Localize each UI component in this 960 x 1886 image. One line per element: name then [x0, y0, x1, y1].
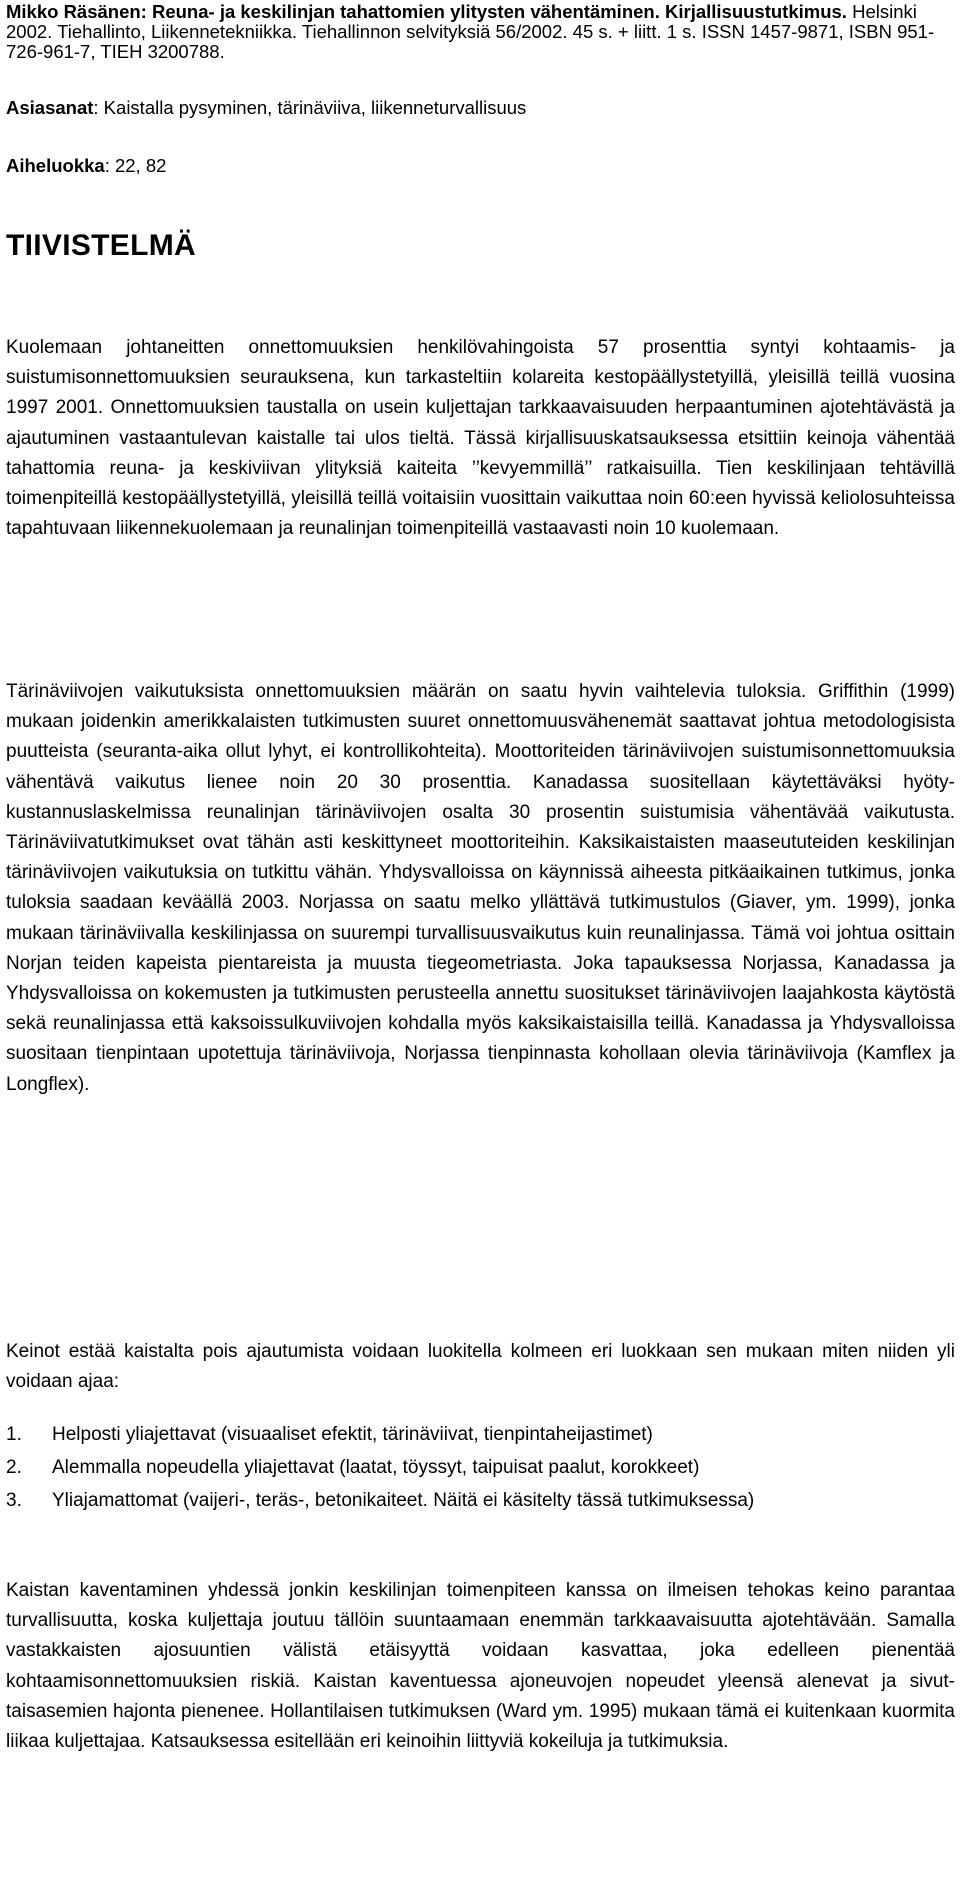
list-item-text: Helposti yliajettavat (visuaaliset efektit, tärinäviivat, tienpintaheijastimet)	[52, 1424, 653, 1445]
list-item	[6, 1486, 955, 1516]
keywords-value: : Kaistalla pysyminen, tärinäviiva, liikenneturvallisuus	[93, 97, 527, 118]
citation-details: Helsinki 2002. Tiehallinto, Liikennetekniikka. Tiehallinnon selvityksiä 56/2002. 45 s. + liitt. 1 s. ISSN 1457-9871, ISBN 951-726-961-7, TIEH 3200788.	[6, 1, 935, 62]
list-item-text: Yliajamattomat (vaijeri-, teräs-, betonikaiteet. Näitä ei käsitelty tässä tutkimuksessa)	[52, 1490, 755, 1512]
list-item-number: 1.	[6, 1424, 22, 1445]
citation	[6, 2, 955, 62]
keywords-line	[6, 97, 955, 119]
list-item-text: Alemmalla nopeudella yliajettavat (laatat, töyssyt, taipuisat paalut, korokkeet)	[52, 1457, 700, 1479]
citation-author-title: Mikko Räsänen: Reuna- ja keskilinjan tahattomien ylitysten vähentäminen. Kirjallisuustutkimus.	[6, 1, 847, 22]
category-value: : 22, 82	[104, 155, 167, 176]
paragraph-2: Tärinäviivojen vaikutuksista onnettomuuksien määrän on saatu hyvin vaihtelevia tuloksia. Griffithin (1999) mukaan joidenkin amerikkalaisten tutkimusten suuret onnettomuusvähenemät saattavat johtua metodologisista puutteista (seuranta-aika ollut lyhyt, ei kontrollikohteita). Moottoriteiden tärinäviivojen suistumisonnettomuuksia vähentävä vaikutus lienee noin 20 30 prosenttia. Kanadassa suositellaan käytettäväksi hyöty-kustannuslaskelmissa reunalinjan tärinäviivojen osalta 30 prosentin suistumisia vähentävää vaikutusta. Tärinäviivatutkimukset ovat tähän asti keskittyneet moottoriteihin. Kaksikaistaisten maaseututeiden keskilinjan tärinäviivojen vaikutuksia on tutkittu vähän. Yhdysvalloissa on käynnissä aiheesta pitkäaikainen tutkimus, jonka tuloksia saadaan keväällä 2003. Norjassa on saatu melko yllättävä tutkimustulos (Giaver, ym. 1999), jonka mukaan tärinäviivalla keskilinjassa on suurempi turvallisuusvaikutus kuin reunalinjassa. Tämä voi johtua osittain Norjan teiden kapeista pientareista ja muusta tiegeometriasta. Joka tapauksessa Norjassa, Kanadassa ja Yhdysvalloissa on kokemusten ja tutkimusten perusteella annettu suositukset tärinäviivojen laajahkosta käytöstä sekä reunalinjassa että kaksoissulkuviivojen kohdalla myös kaksikaistaisilla teillä. Kanadassa ja Yhdysvalloissa suositaan tienpintaan upotettuja tärinäviivoja, Norjassa tienpinnasta kohollaan olevia tärinäviivoja (Kamflex ja Longflex).	[6, 681, 955, 1095]
category-line	[6, 155, 955, 177]
method-list	[6, 1420, 955, 1520]
list-item-number: 3.	[6, 1490, 22, 1512]
paragraph-1: Kuolemaan johtaneitten onnettomuuksien henkilövahingoista 57 prosenttia syntyi kohtaamis- ja suistumisonnettomuuksien seurauksena, kun tarkasteltiin kolareita kestopäällystetyillä, yleisillä teillä vuosina 1997 2001. Onnettomuuksien taustalla on usein kuljettajan tarkkaavaisuuden herpaantuminen ajotehtävästä ja ajautuminen vastaantulevan kaistalle tai ulos tieltä. Tässä kirjallisuuskatsauksessa etsittiin keinoja vähentää tahattomia reuna- ja keskiviivan ylityksiä kaiteita ’’kevyemmillä’’ ratkaisuilla. Tien keskilinjaan tehtävillä toimenpiteillä kestopäällystetyillä, yleisillä teillä voitaisiin vuosittain vaikuttaa noin 60:een hyvissä keliolosuhteissa tapahtuvaan liikennekuolemaan ja reunalinjan toimenpiteillä vastaavasti noin 10 kuolemaan.	[6, 337, 955, 540]
list-item-number: 2.	[6, 1457, 22, 1479]
category-label: Aiheluokka	[6, 155, 105, 176]
paragraph-4: Kaistan kaventaminen yhdessä jonkin keskilinjan toimenpiteen kanssa on ilmeisen tehokas keino parantaa turvallisuutta, koska kuljettaja joutuu tällöin suuntaamaan enemmän tarkkaavaisuutta ajotehtävään. Samalla vastakkaisten ajosuuntien välistä etäisyyttä voidaan kasvattaa, joka edelleen pienentää kohtaamisonnettomuuksien riskiä. Kaistan kaventuessa ajoneuvojen nopeudet yleensä alenevat ja sivuttaisasemien hajonta pienenee. Hollantilaisen tutkimuksen (Ward ym. 1995) mukaan tämä ei kuitenkaan kuormita liikaa kuljettajaa. Katsauksessa esitellään eri keinoihin liittyviä kokeiluja ja tutkimuksia.	[6, 1580, 955, 1753]
paragraph-3: Keinot estää kaistalta pois ajautumista voidaan luokitella kolmeen eri luokkaan sen mukaan miten niiden yli voidaan ajaa:	[6, 1341, 955, 1393]
list-item	[6, 1420, 955, 1450]
document-page	[6, 1, 955, 1753]
list-item	[6, 1453, 955, 1483]
keywords-label: Asiasanat	[6, 97, 94, 118]
abstract-heading: TIIVISTELMÄ	[6, 229, 196, 262]
